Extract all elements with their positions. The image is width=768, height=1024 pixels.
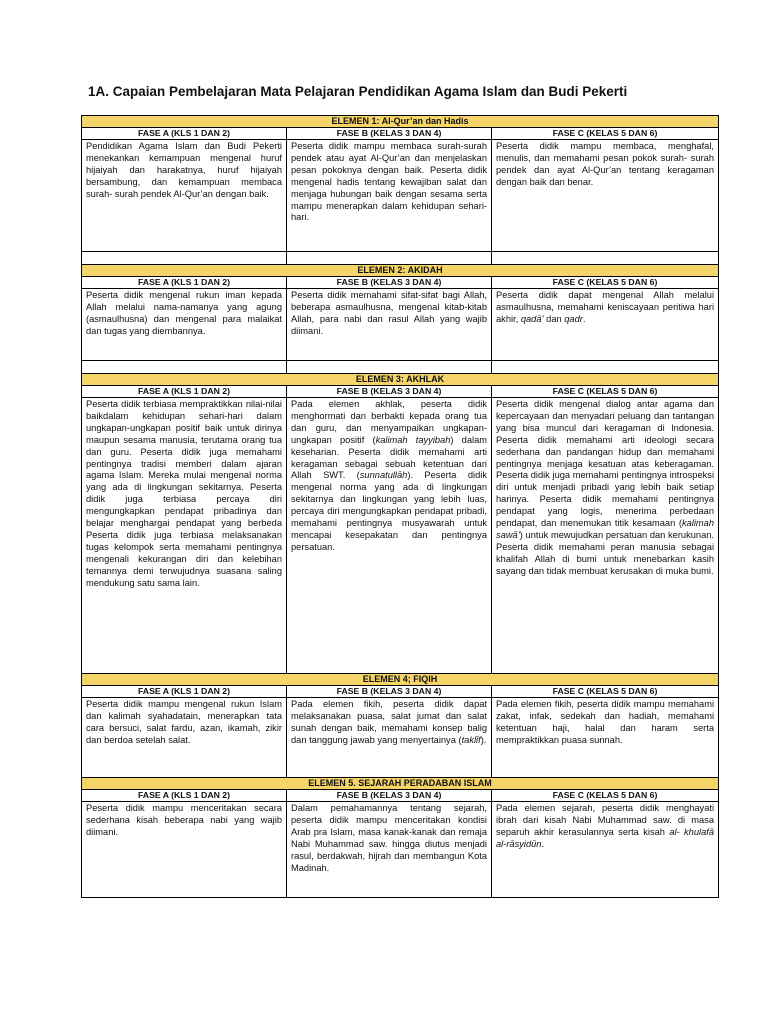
element-header: ELEMEN 5. SEJARAH PERADABAN ISLAM — [82, 778, 719, 790]
element-header: ELEMEN 1: Al-Qur’an dan Hadis — [82, 116, 719, 128]
fase-b-header: FASE B (KELAS 3 DAN 4) — [287, 686, 492, 698]
fase-b-header: FASE B (KELAS 3 DAN 4) — [287, 277, 492, 289]
empty-cell — [82, 252, 287, 265]
fase-a-text: Pendidikan Agama Islam dan Budi Pekerti menekankan kemampuan mengenal huruf hijaiyah dan harakatnya, huruf hijaiyah bersambung, dan kemampuan membaca surah- surah pendek Al-Qur’an dengan baik. — [82, 140, 287, 252]
fase-c-header: FASE C (KELAS 5 DAN 6) — [492, 686, 719, 698]
cp-table — [81, 115, 719, 898]
fase-b-header: FASE B (KELAS 3 DAN 4) — [287, 790, 492, 802]
fase-a-text: Peserta didik mengenal rukun iman kepada Allah melalui nama-namanya yang agung (asmaulhusna) dan mengenal para malaikat dan tugas yang diembannya. — [82, 289, 287, 361]
fase-b-header: FASE B (KELAS 3 DAN 4) — [287, 386, 492, 398]
fase-b-header: FASE B (KELAS 3 DAN 4) — [287, 128, 492, 140]
fase-a-text: Peserta didik mampu menceritakan secara sederhana kisah beberapa nabi yang wajib diimani. — [82, 802, 287, 898]
fase-b-text: Peserta didik memahami sifat-sifat bagi Allah, beberapa asmaulhusna, mengenal kitab-kitab Allah, para nabi dan rasul Allah yang wajib diimani. — [287, 289, 492, 361]
element-header: ELEMEN 3: AKHLAK — [82, 374, 719, 386]
fase-b-text: Peserta didik mampu membaca surah-surah pendek atau ayat Al-Qur’an dan menjelaskan pesan pokoknya dengan baik. Peserta didik mengenal hadis tentang kewajiban salat dan menjaga hubungan baik dengan sesama serta mampu menerapkan dalam kehidupan sehari- hari. — [287, 140, 492, 252]
fase-c-text: Peserta didik dapat mengenal Allah melalui asmaulhusna, memahami keniscayaan peritiwa hari akhir, qadā’ dan qadr. — [492, 289, 719, 361]
element-header: ELEMEN 2: AKIDAH — [82, 265, 719, 277]
fase-c-header: FASE C (KELAS 5 DAN 6) — [492, 277, 719, 289]
fase-a-header: FASE A (KLS 1 DAN 2) — [82, 686, 287, 698]
fase-c-text: Peserta didik mampu membaca, menghafal, menulis, dan memahami pesan pokok surah- surah pendek dan ayat Al-Qur’an tentang keragaman dengan baik dan benar. — [492, 140, 719, 252]
empty-cell — [287, 252, 492, 265]
fase-a-header: FASE A (KLS 1 DAN 2) — [82, 386, 287, 398]
fase-c-header: FASE C (KELAS 5 DAN 6) — [492, 128, 719, 140]
fase-c-text: Pada elemen sejarah, peserta didik menghayati ibrah dari kisah Nabi Muhammad saw. di masa separuh akhir kerasulannya serta kisah al- khulafā al-rāsyidūn. — [492, 802, 719, 898]
fase-c-text: Peserta didik mengenal dialog antar agama dan kepercayaan dan menyadari peluang dan tantangan yang bisa muncul dari keragaman di Indonesia. Peserta didik memahami arti ideologi secara sederhana dan pandangan hidup dan memahami pentingnya menjaga kesatuan atas keberagaman. Peserta didik juga memahami pentingnya introspeksi diri untuk menjadi pribadi yang lebih baik setiap harinya. Peserta didik memahami pentingnya pendapat yang logis, menerima perbedaan pendapat, dan menemukan titik kesamaan (kalimah sawā’) untuk mewujudkan persatuan dan kerukunan. Peserta didik memahami peran manusia sebagai khalifah Allah di bumi untuk menebarkan kasih sayang dan tidak membuat kerusakan di muka bumi. — [492, 398, 719, 674]
empty-cell — [82, 361, 287, 374]
page-title: 1A. Capaian Pembelajaran Mata Pelajaran Pendidikan Agama Islam dan Budi Pekerti — [88, 84, 628, 99]
fase-c-header: FASE C (KELAS 5 DAN 6) — [492, 386, 719, 398]
fase-b-text: Pada elemen fikih, peserta didik dapat melaksanakan puasa, salat jumat dan salat sunah dengan baik, memahami konsep balig dan tanggung jawab yang menyertainya (taklīf). — [287, 698, 492, 778]
fase-a-text: Peserta didik terbiasa mempraktikkan nilai-nilai baikdalam kehidupan sehari-hari dalam ungkapan-ungkapan positif baik untuk dirinya maupun sesama manusia, terutama orang tua dan guru. Peserta didik juga memahami pentingnya tradisi memberi dalam ajaran agama Islam. Mereka mulai mengenal norma yang ada di lingkungan sekitarnya. Peserta didik juga terbiasa percaya diri mengungkapkan pendapat pribadinya dan belajar menghargai pendapat yang berbeda Peserta didik juga terbiasa melaksanakan tugas kelompok serta memahami pentingnya mengenali kekurangan diri dan kelebihan temannya demi terwujudnya suasana saling mendukung satu sama lain. — [82, 398, 287, 674]
fase-a-header: FASE A (KLS 1 DAN 2) — [82, 128, 287, 140]
fase-c-text: Pada elemen fikih, peserta didik mampu memahami zakat, infak, sedekah dan hadiah, memahami ketentuan haji, halal dan haram serta mempraktikkan puasa sunnah. — [492, 698, 719, 778]
fase-a-text: Peserta didik mampu mengenal rukun Islam dan kalimah syahadatain, menerapkan tata cara bersuci, salat fardu, azan, ikamah, zikir dan berdoa setelah salat. — [82, 698, 287, 778]
empty-cell — [492, 252, 719, 265]
fase-a-header: FASE A (KLS 1 DAN 2) — [82, 790, 287, 802]
element-header: ELEMEN 4; FIQIH — [82, 674, 719, 686]
fase-b-text: Dalam pemahamannya tentang sejarah, peserta didik mampu menceritakan kondisi Arab pra Islam, masa kanak-kanak dan remaja Nabi Muhammad saw. hingga diutus menjadi rasul, berdakwah, hijrah dan membangun Kota Madinah. — [287, 802, 492, 898]
fase-b-text: Pada elemen akhlak, peserta didik menghormati dan berbakti kepada orang tua dan guru, dan menyampaikan ungkapan-ungkapan positif (kalimah tayyibah) dalam keseharian. Peserta didik memahami arti keragaman sebagai sebuah ketentuan dari Allah SWT. (sunnatullāh). Peserta didik mengenal norma yang ada di lingkungan sekitarnya dan lingkungan yang lebih luas, percaya diri mengungkapkan pendapat pribadi, memahami pentingnya musyawarah untuk mencapai kesepakatan dan pentingnya persatuan. — [287, 398, 492, 674]
fase-a-header: FASE A (KLS 1 DAN 2) — [82, 277, 287, 289]
empty-cell — [287, 361, 492, 374]
fase-c-header: FASE C (KELAS 5 DAN 6) — [492, 790, 719, 802]
empty-cell — [492, 361, 719, 374]
